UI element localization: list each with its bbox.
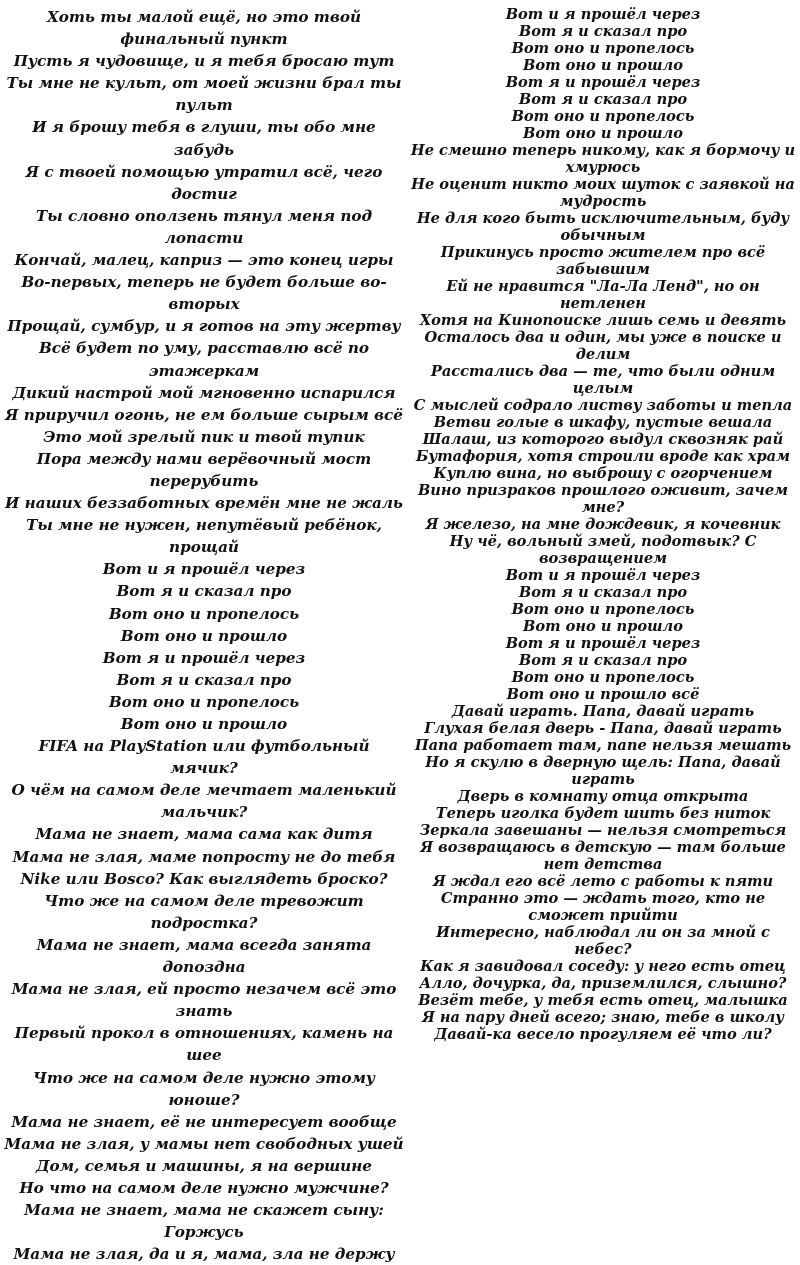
chorus-line: Вот оно и прошло (523, 57, 683, 74)
chorus-line: Вот и я прошёл через (505, 567, 701, 584)
chorus-line: Вот оно и пропелось (108, 692, 300, 711)
lyric-line: Мама не знает, мама всегда занята допоздна (36, 935, 372, 977)
chorus-line: Вот оно и пропелось (511, 40, 695, 57)
lyric-line: Мама не знает, мама не скажет сыну: Горжусь (24, 1201, 384, 1242)
chorus-line: Вот оно и пропелось (511, 108, 695, 125)
chorus-line: Вот и я прошёл через (505, 6, 701, 23)
lyric-line: Расстались два — те, что были одним целым (430, 363, 776, 397)
lyric-line: Пора между нами верёвочный мост перерубить (36, 449, 372, 490)
lyric-line: Бутафория, хотя строили вроде как храм (416, 448, 790, 465)
lyric-line: Везёт тебе, у тебя есть отец, малышка (418, 992, 788, 1009)
lyric-line: Мама не знает, мама сама как дитя (35, 825, 373, 844)
chorus-line: Вот оно и пропелось (511, 601, 695, 618)
chorus-line: Вот я и сказал про (518, 23, 688, 40)
lyric-line: Ты мне не культ, от моей жизни брал ты пульт (6, 74, 402, 115)
lyric-line: Мама не злая, маме попросту не до тебя (12, 847, 396, 866)
lyric-line: С мыслей содрало листву заботы и тепла (413, 397, 793, 414)
lyric-line: Кончай, малец, каприз — это конец игры (14, 251, 394, 270)
lyric-line: Прощай, сумбур, и я готов на эту жертву (7, 317, 401, 336)
lyric-line: Мама не злая, ей просто незачем всё это знать (11, 980, 397, 1021)
lyric-line: Я на пару дней всего; знаю, тебе в школу (421, 1009, 785, 1026)
lyric-line: Теперь иголка будет шить без ниток (435, 805, 771, 822)
lyric-line: Прикинусь просто жителем про всё забывшим (440, 244, 766, 278)
lyric-line: Я ждал его всё лето с работы к пяти (432, 873, 774, 890)
chorus-line: Вот я и сказал про (518, 91, 688, 108)
lyric-line: Но что на самом деле нужно мужчине? (19, 1178, 389, 1197)
lyric-line: Это мой зрелый пик и твой тупик (43, 427, 365, 446)
lyric-line: Мама не знает, её не интересует вообще (11, 1112, 397, 1131)
lyric-line: Давай-ка весело прогуляем её что ли? (434, 1026, 772, 1043)
lyric-line: Шалаш, из которого выдул сквозняк рай (422, 431, 784, 448)
lyric-line: Хоть ты малой ещё, но это твой финальный пункт (46, 8, 362, 49)
lyric-line: Давай играть. Папа, давай играть (451, 703, 755, 720)
lyric-line: Что же на самом деле нужно этому юноше? (32, 1068, 375, 1109)
lyric-line: Я с твоей помощью утратил всё, чего достиг (25, 162, 383, 203)
lyric-line: Дом, семья и машины, я на вершине (36, 1156, 372, 1175)
lyric-line: Я железо, на мне дождевик, я кочевник (425, 516, 781, 533)
chorus-line: Вот я и прошёл через (102, 648, 306, 667)
lyric-line: Как я завидовал соседу: у него есть отец (420, 958, 786, 975)
chorus-line: Вот я и сказал про (518, 652, 688, 669)
lyrics-right-column (408, 6, 798, 1043)
lyric-line: Я приручил огонь, не ем больше сырым всё (5, 405, 403, 424)
lyric-line: Не оценит никто моих шуток с заявкой на мудрость (411, 176, 795, 210)
chorus-line: Вот оно и прошло (523, 125, 683, 142)
lyrics-left-column (4, 6, 404, 1265)
lyric-line: Мама не злая, да и я, мама, зла не держу (13, 1245, 395, 1264)
chorus-line: Вот оно и прошло (120, 626, 288, 645)
lyric-line: Ветви голые в шкафу, пустые вешала (433, 414, 773, 431)
lyric-line: Глухая белая дверь - Папа, давай играть (424, 720, 782, 737)
lyric-line: Ты мне не нужен, непутёвый ребёнок, прощай (26, 516, 382, 557)
lyric-line: Осталось два и один, мы уже в поиске и делим (424, 329, 782, 363)
lyric-line: Вино призраков прошлого оживит, зачем мне? (417, 482, 789, 516)
chorus-line: Вот оно и пропелось (108, 604, 300, 623)
lyric-line: Всё будет по уму, расставлю всё по этажеркам (38, 339, 370, 380)
lyric-line: Пусть я чудовище, и я тебя бросаю тут (13, 52, 395, 71)
chorus-line: Вот я и сказал про (518, 584, 688, 601)
lyric-line: О чём на самом деле мечтает маленький мальчик? (11, 781, 397, 822)
chorus-line: Вот я и прошёл через (505, 635, 701, 652)
chorus-line: Вот я и прошёл через (505, 74, 701, 91)
lyric-line: И наших беззаботных времён мне не жаль (5, 494, 403, 513)
lyric-line: FIFA на PlayStation или футбольный мячик? (38, 737, 370, 778)
chorus-line: Вот оно и прошло (120, 715, 288, 733)
lyric-line: Ей не нравится "Ла-Ла Ленд", но он нетленен (446, 278, 760, 312)
lyric-line: Странно это — ждать того, кто не сможет прийти (440, 890, 766, 924)
lyric-line: Хотя на Кинопоиске лишь семь и девять (419, 312, 787, 329)
lyric-line: Интересно, наблюдал ли он за мной с небес? (436, 924, 770, 958)
lyric-line: И я брошу тебя в глуши, ты обо мне забудь (32, 118, 376, 159)
chorus-line: Вот я и сказал про (116, 670, 292, 689)
chorus-line: Вот оно и пропелось (511, 669, 695, 686)
chorus-line: Вот я и сказал про (116, 582, 292, 601)
lyric-line: Алло, дочурка, да, приземлился, слышно? (419, 975, 787, 992)
lyric-line: Папа работает там, папе нельзя мешать (414, 737, 792, 754)
lyric-line: Не смешно теперь никому, как я бормочу и хмурюсь (410, 142, 796, 176)
lyric-line: Во-первых, теперь не будет больше во-вторых (21, 273, 387, 314)
lyric-line: Что же на самом деле тревожит подростка? (44, 891, 364, 932)
lyric-line: Дикий настрой мой мгновенно испарился (12, 383, 396, 402)
lyric-line: Но я скулю в дверную щель: Папа, давай играть (425, 754, 781, 788)
lyric-line: Ну чё, вольный змей, подотвык? С возвращением (449, 533, 757, 567)
lyric-line: Ты словно оползень тянул меня под лопасти (35, 206, 373, 247)
lyric-line: Nike или Bosco? Как выглядеть броско? (20, 869, 388, 888)
lyric-line: Не для кого быть исключительным, буду обычным (416, 210, 790, 244)
lyric-line: Я возвращаюсь в детскую — там больше нет детства (420, 839, 786, 873)
chorus-line: Вот оно и прошло (523, 618, 683, 635)
chorus-line: Вот и я прошёл через (102, 560, 306, 579)
chorus-line: Вот оно и прошло всё (506, 686, 700, 703)
lyric-line: Первый прокол в отношениях, камень на шее (14, 1024, 394, 1065)
lyric-line: Дверь в комнату отца открыта (457, 788, 749, 805)
lyric-line: Зеркала завешаны — нельзя смотреться (419, 822, 787, 839)
lyric-line: Мама не злая, у мамы нет свободных ушей (4, 1134, 404, 1153)
lyric-line: Куплю вина, но выброшу с огорчением (433, 465, 773, 482)
